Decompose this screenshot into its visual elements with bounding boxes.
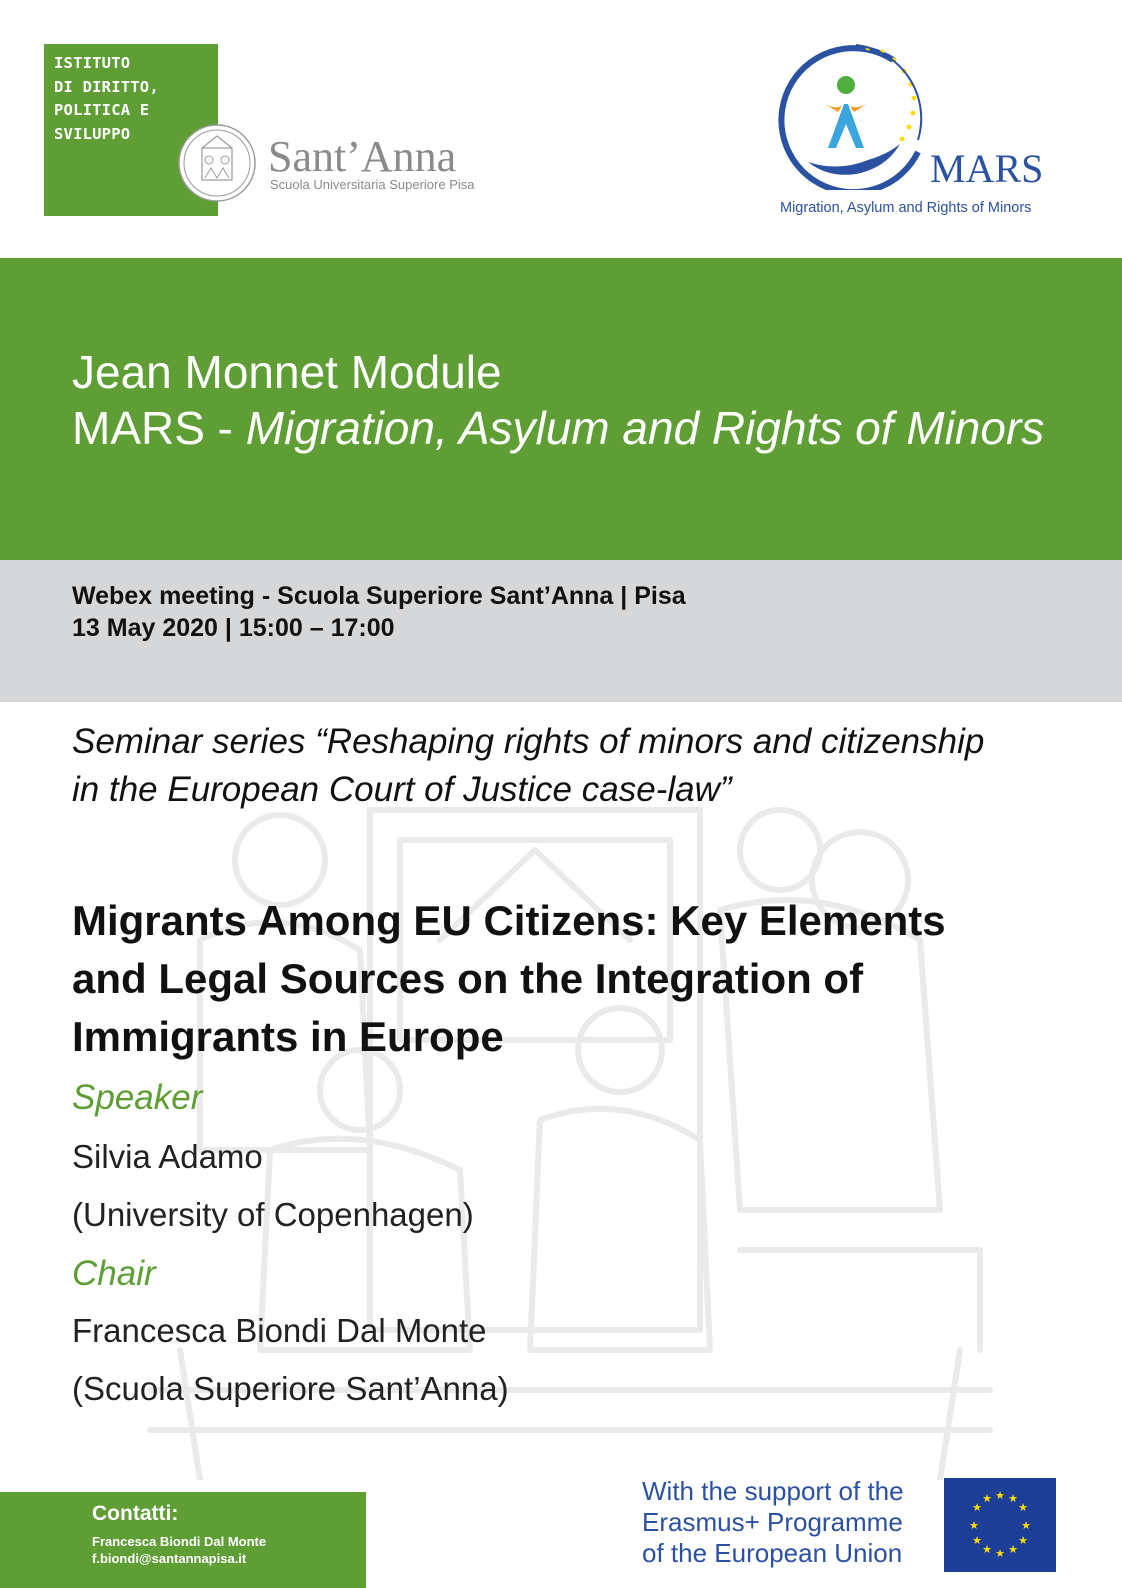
- mars-subtitle: Migration, Asylum and Rights of Minors: [780, 200, 1032, 216]
- speaker-affiliation: (University of Copenhagen): [72, 1196, 474, 1233]
- talk-title: [72, 892, 946, 1066]
- support-line: of the European Union: [642, 1538, 903, 1568]
- chair-label: Chair: [72, 1254, 156, 1293]
- svg-text:★: ★: [1008, 1492, 1018, 1505]
- mars-wordmark: MARS: [930, 146, 1044, 191]
- module-title-italic: Migration, Asylum and Rights of Minors: [245, 402, 1045, 454]
- istituto-line: ISTITUTO: [54, 54, 131, 72]
- svg-text:★: ★: [972, 1534, 982, 1547]
- contacts-title: Contatti:: [92, 1502, 179, 1525]
- svg-text:★: ★: [1018, 1501, 1028, 1514]
- talk-title-line: Immigrants in Europe: [72, 1013, 504, 1060]
- svg-text:★: ★: [1008, 1543, 1018, 1556]
- santanna-name: Sant’Anna: [268, 132, 457, 181]
- eu-flag-icon: [944, 1478, 1056, 1572]
- svg-text:★: ★: [995, 1489, 1005, 1502]
- svg-text:★: ★: [972, 1501, 982, 1514]
- seminar-series-line1: Seminar series “Reshaping rights of minors and citizenship: [72, 722, 985, 761]
- svg-text:★: ★: [969, 1519, 979, 1532]
- module-title-line2: [72, 400, 1044, 456]
- svg-text:★: ★: [1021, 1519, 1031, 1532]
- talk-title-line: Migrants Among EU Citizens: Key Elements: [72, 897, 946, 944]
- module-title-line1: Jean Monnet Module: [72, 346, 502, 398]
- support-line: Erasmus+ Programme: [642, 1507, 903, 1537]
- santanna-subtitle: Scuola Universitaria Superiore Pisa: [270, 177, 475, 192]
- support-line: With the support of the: [642, 1476, 904, 1506]
- istituto-logo-text: [54, 52, 159, 146]
- eu-support-text: [642, 1476, 904, 1569]
- meeting-datetime: 13 May 2020 | 15:00 – 17:00: [72, 614, 395, 642]
- istituto-line: POLITICA E: [54, 101, 150, 119]
- speaker-label: Speaker: [72, 1078, 203, 1117]
- module-title: [72, 344, 1044, 456]
- seminar-series-line2: in the European Court of Justice case-law”: [72, 770, 732, 809]
- svg-text:★: ★: [1018, 1534, 1028, 1547]
- contact-name: Francesca Biondi Dal Monte: [92, 1534, 267, 1549]
- contacts-box: [0, 1492, 366, 1588]
- meeting-info: [72, 580, 686, 644]
- mars-logo-icon: [778, 40, 938, 190]
- talk-title-line: and Legal Sources on the Integration of: [72, 955, 864, 1002]
- meeting-location: Webex meeting - Scuola Superiore Sant’Anna | Pisa: [72, 582, 686, 610]
- svg-text:★: ★: [982, 1543, 992, 1556]
- svg-text:★: ★: [982, 1492, 992, 1505]
- module-title-prefix: MARS -: [72, 402, 246, 454]
- contact-email[interactable]: f.biondi@santannapisa.it: [92, 1551, 247, 1566]
- seminar-series: [72, 718, 984, 814]
- svg-text:★: ★: [995, 1547, 1005, 1560]
- chair-affiliation: (Scuola Superiore Sant’Anna): [72, 1370, 509, 1407]
- speaker-name: Silvia Adamo: [72, 1138, 263, 1175]
- chair-name: Francesca Biondi Dal Monte: [72, 1312, 487, 1349]
- santanna-emblem-icon: [176, 122, 258, 204]
- istituto-line: DI DIRITTO,: [54, 77, 159, 96]
- istituto-line: SVILUPPO: [54, 124, 131, 143]
